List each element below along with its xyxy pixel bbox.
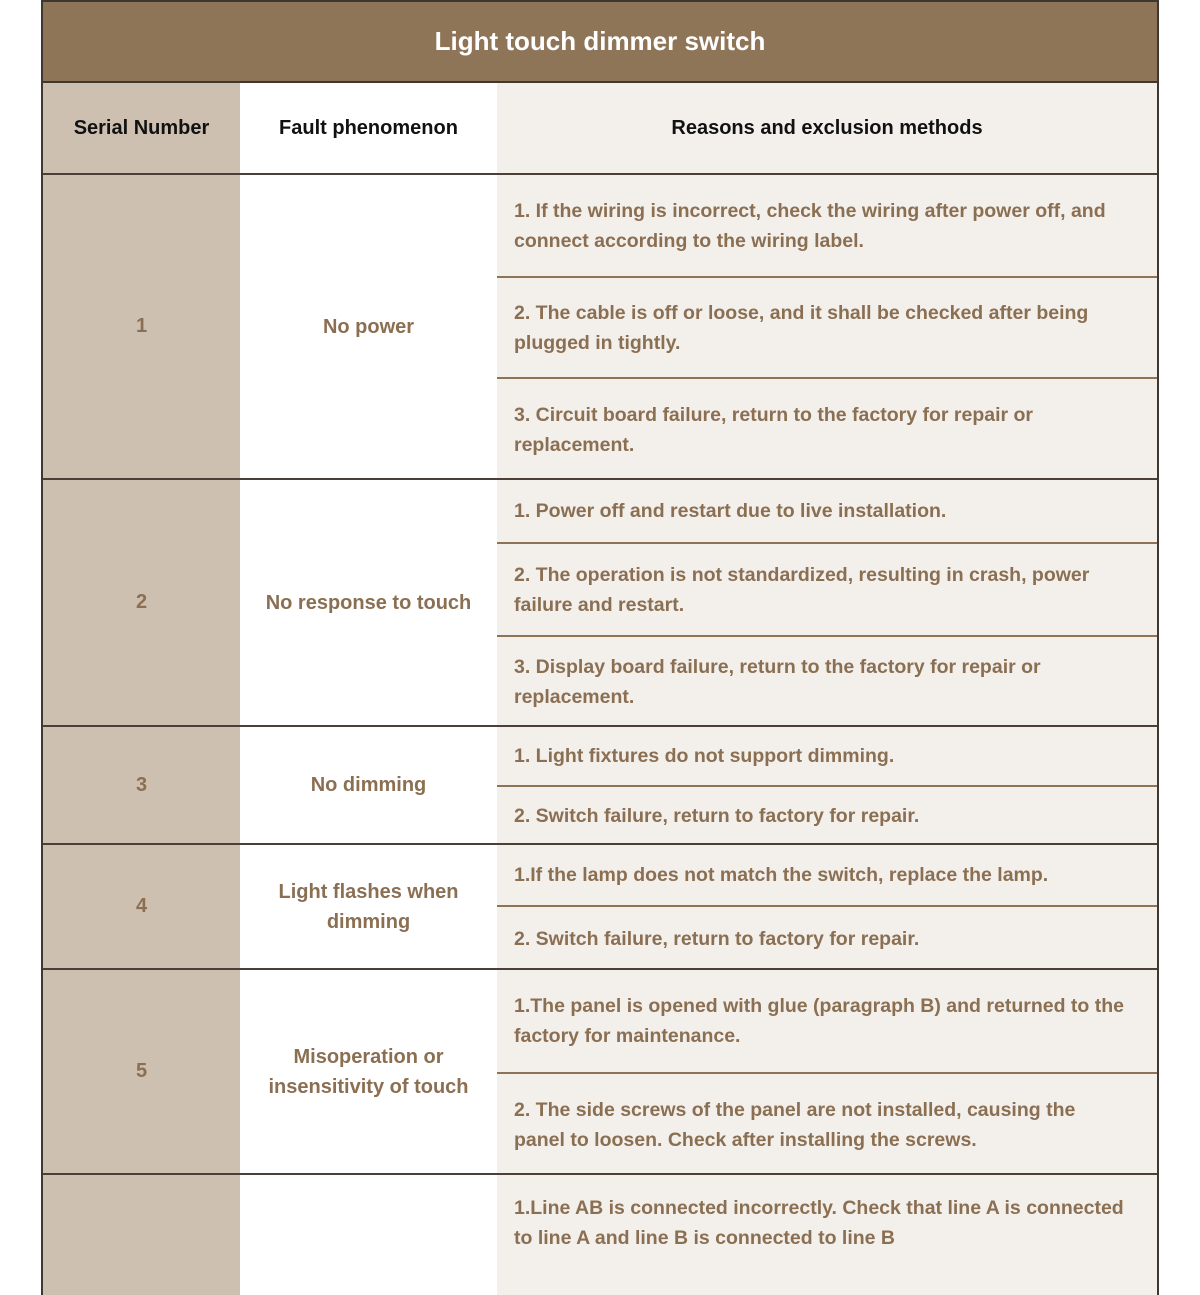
reason-item: 1.If the lamp does not match the switch, replace the lamp. — [497, 845, 1157, 907]
table-row — [43, 970, 1157, 1175]
reasons-cell — [497, 845, 1157, 968]
reason-item: 2. Switch failure, return to factory for repair. — [514, 805, 920, 827]
reason-item: 1.Line AB is connected incorrectly. Check that line A is connected to line A and line B is connected to line B — [514, 1197, 1124, 1249]
fault-table — [41, 0, 1159, 1295]
serial-cell: 5 — [43, 970, 240, 1173]
reason-item: 1. Light fixtures do not support dimming. — [497, 727, 1157, 787]
serial-cell: 4 — [43, 845, 240, 968]
reasons-cell — [497, 1175, 1157, 1295]
reasons-cell — [497, 970, 1157, 1173]
reason-item: 1. If the wiring is incorrect, check the wiring after power off, and connect according to the wiring label. — [497, 175, 1157, 278]
serial-cell: 1 — [43, 175, 240, 478]
reason-item: 3. Display board failure, return to the factory for repair or replacement. — [514, 656, 1041, 708]
table-title: Light touch dimmer switch — [43, 2, 1157, 83]
fault-cell: No power — [240, 175, 497, 478]
table-body — [43, 175, 1157, 1295]
reason-item: 2. The side screws of the panel are not installed, causing the panel to loosen. Check after installing the screws. — [514, 1098, 1076, 1151]
fault-cell: Misoperation or insensitivity of touch — [240, 970, 497, 1173]
header-serial: Serial Number — [43, 83, 240, 173]
fault-cell: No dimming — [240, 727, 497, 843]
reasons-cell — [497, 727, 1157, 843]
reason-item: 2. The cable is off or loose, and it shall be checked after being plugged in tightly. — [497, 278, 1157, 379]
serial-cell — [43, 1175, 240, 1295]
serial-cell: 2 — [43, 480, 240, 725]
table-row — [43, 480, 1157, 727]
reasons-cell — [497, 175, 1157, 478]
reason-item: 2. The operation is not standardized, resulting in crash, power failure and restart. — [497, 544, 1157, 637]
reason-item: 1.The panel is opened with glue (paragraph B) and returned to the factory for maintenance. — [497, 970, 1157, 1074]
reason-item: 1. Power off and restart due to live installation. — [497, 480, 1157, 544]
reason-item: 3. Circuit board failure, return to the factory for repair or replacement. — [514, 403, 1034, 456]
fault-cell: No response to touch — [240, 480, 497, 725]
table-row — [43, 1175, 1157, 1295]
serial-cell: 3 — [43, 727, 240, 843]
fault-cell — [240, 1175, 497, 1295]
reasons-cell — [497, 480, 1157, 725]
header-reasons: Reasons and exclusion methods — [497, 83, 1157, 173]
header-row — [43, 83, 1157, 175]
reason-item: 2. Switch failure, return to factory for repair. — [514, 927, 920, 950]
table-row — [43, 727, 1157, 845]
table-row — [43, 175, 1157, 480]
table-row — [43, 845, 1157, 970]
fault-cell: Light flashes when dimming — [240, 845, 497, 968]
header-fault: Fault phenomenon — [240, 83, 497, 173]
